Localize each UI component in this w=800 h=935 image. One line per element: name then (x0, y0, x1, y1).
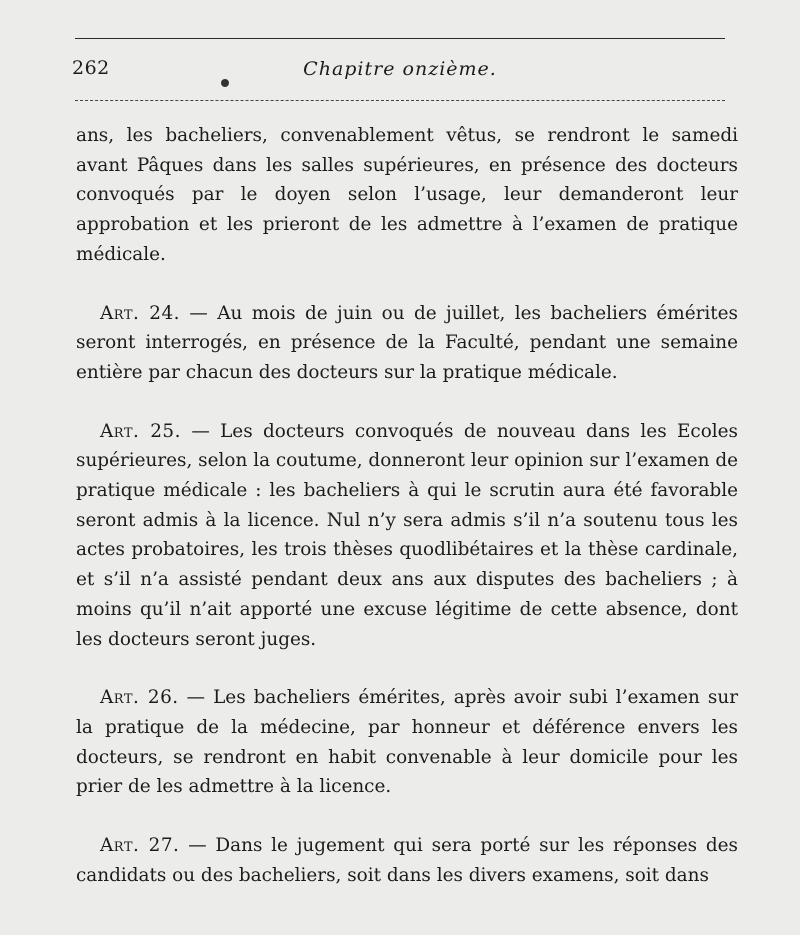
article-text: — Les bacheliers émérites, après avoir subi l’examen sur la pratique de la médecine, par honneur et déférence envers les docteurs, se rendront en habit convenable à leur domicile pour les prier de les admettre à la licence. (76, 687, 738, 798)
article-text: — Au mois de juin ou de juillet, les bacheliers émérites seront interrogés, en présence de la Faculté, pendant une semaine entière par chacun des docteurs sur la pratique médicale. (76, 302, 738, 383)
article-label: Art. 26. (100, 687, 179, 709)
article-26 (76, 683, 738, 802)
running-title: Chapitre onzième. (303, 58, 497, 80)
article-24 (76, 299, 738, 388)
ink-spot (221, 79, 229, 87)
header-bottom-rule (75, 100, 725, 101)
article-27 (76, 831, 738, 890)
article-label: Art. 25. (100, 420, 181, 442)
body-text (76, 121, 738, 890)
article-text: — Dans le jugement qui sera porté sur les réponses des candidats ou des bacheliers, soit dans les divers examens, soit dans (76, 835, 738, 886)
article-label: Art. 27. (100, 835, 180, 857)
article-25 (76, 417, 738, 655)
page-number: 262 (72, 57, 110, 79)
header-top-rule (75, 38, 725, 39)
article-label: Art. 24. (100, 302, 181, 324)
continuation-paragraph: ans, les bacheliers, convenablement vêtus, se rendront le samedi avant Pâques dans les salles supérieures, en présence des docteurs convoqués par le doyen selon l’usage, leur demanderont leur approbation et les prieront de les admettre à l’examen de pratique médicale. (76, 125, 738, 265)
article-text: — Les docteurs convoqués de nouveau dans les Ecoles supérieures, selon la coutume, donneront leur opinion sur l’examen de pratique médicale : les bacheliers à qui le scrutin aura été favorable seront admis à la licence. Nul n’y sera admis s’il n’a soutenu tous les actes probatoires, les trois thèses quodlibétaires et la thèse cardinale, et s’il n’a assisté pendant deux ans aux disputes des bacheliers ; à moins qu’il n’ait apporté une excuse légitime de cette absence, dont les docteurs seront juges. (76, 420, 738, 650)
